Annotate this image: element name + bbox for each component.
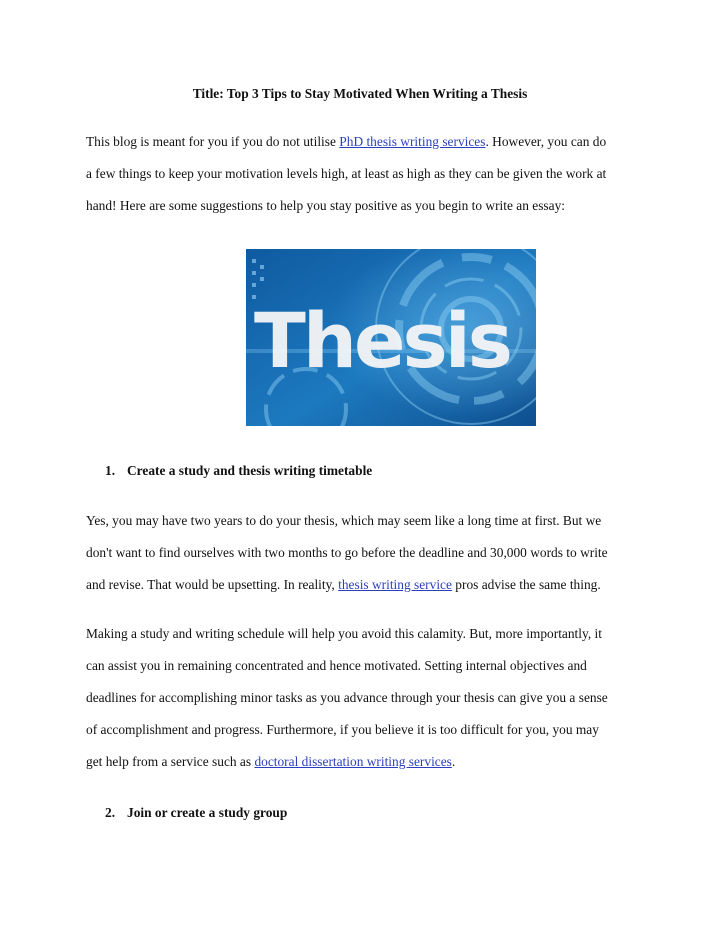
section-1-heading — [105, 463, 372, 479]
s1p1-line-3 — [86, 577, 601, 593]
intro-line-3: hand! Here are some suggestions to help you stay positive as you begin to write an essay: — [86, 198, 565, 213]
section-1-title: Create a study and thesis writing timetable — [127, 463, 373, 478]
phd-thesis-services-link[interactable]: PhD thesis writing services — [339, 134, 486, 149]
intro-line-2: a few things to keep your motivation levels high, at least as high as they can be given the work at — [86, 166, 607, 181]
section-2-title: Join or create a study group — [127, 805, 288, 820]
intro-line-1 — [86, 134, 606, 150]
thesis-banner-graphic — [246, 249, 536, 426]
document-title: Title: Top 3 Tips to Stay Motivated When Writing a Thesis — [192, 86, 528, 101]
intro-text-1b: . However, you can do — [485, 134, 607, 149]
thesis-banner-image — [246, 249, 536, 426]
s1p2-line-3: deadlines for accomplishing minor tasks as you advance through your thesis can give you a sense — [86, 690, 608, 705]
doctoral-dissertation-services-link[interactable]: doctoral dissertation writing services — [254, 754, 452, 769]
s1p1-line-2: don't want to find ourselves with two months to go before the deadline and 30,000 words to write — [86, 545, 608, 560]
intro-text-1a: This blog is meant for you if you do not utilise — [86, 134, 340, 149]
s1p2-line-1: Making a study and writing schedule will help you avoid this calamity. But, more importantly, it — [86, 626, 602, 641]
section-2-number: 2. — [105, 805, 116, 820]
s1p1-text-3a: and revise. That would be upsetting. In reality, — [86, 577, 339, 592]
section-1-number: 1. — [105, 463, 116, 478]
section-2-heading — [105, 805, 287, 821]
s1p2-line-4: of accomplishment and progress. Furthermore, if you believe it is too difficult for you, you may — [86, 722, 599, 737]
thesis-banner-word: Thesis — [254, 296, 511, 385]
s1p2-line-2: can assist you in remaining concentrated and hence motivated. Setting internal objectives and — [86, 658, 587, 673]
thesis-writing-service-link[interactable]: thesis writing service — [338, 577, 452, 592]
s1p1-line-1: Yes, you may have two years to do your thesis, which may seem like a long time at first. But we — [86, 513, 602, 528]
s1p2-text-5b: . — [451, 754, 456, 769]
s1p1-text-3b: pros advise the same thing. — [451, 577, 601, 592]
s1p2-text-5a: get help from a service such as — [86, 754, 255, 769]
s1p2-line-5 — [86, 754, 455, 770]
